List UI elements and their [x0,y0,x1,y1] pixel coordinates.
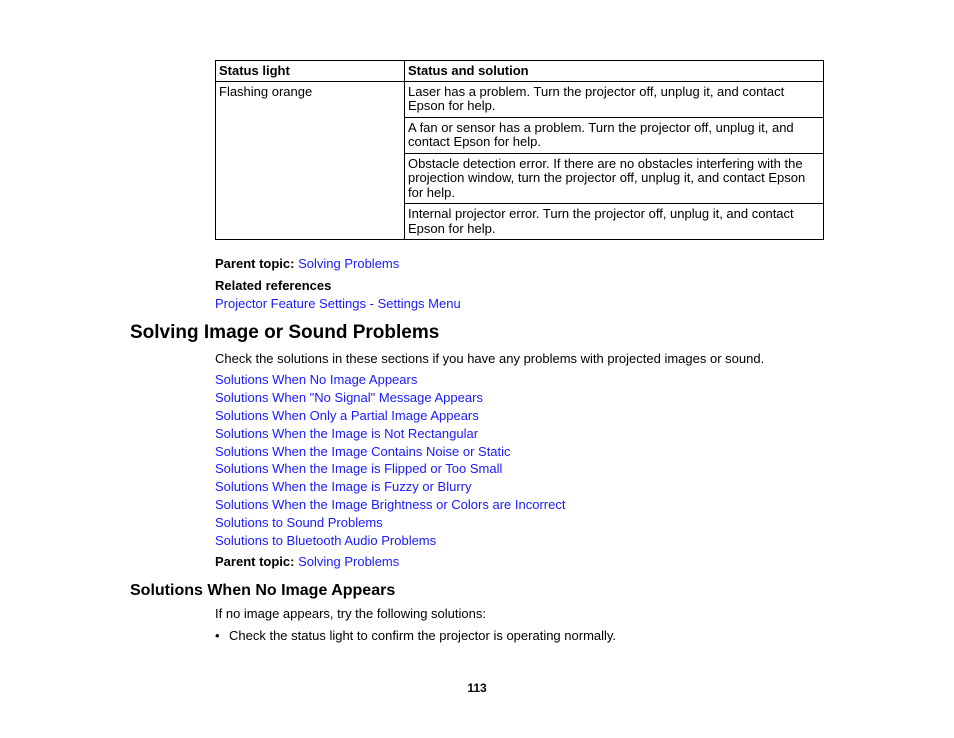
parent-topic-label: Parent topic: [215,256,295,271]
solution-link[interactable]: Solutions When the Image is Not Rectangular [215,425,479,441]
solution-link[interactable]: Solutions When the Image Brightness or Colors are Incorrect [215,497,566,513]
parent-topic-1 [215,256,399,271]
solution-link[interactable]: Solutions When Only a Partial Image Appears [215,407,479,423]
solution-cell: A fan or sensor has a problem. Turn the projector off, unplug it, and contact Epson for help. [405,117,824,153]
list-item [215,408,565,426]
table-row [216,81,824,117]
parent-topic-2 [215,554,399,569]
status-table [215,60,824,240]
solution-cell: Internal projector error. Turn the projector off, unplug it, and contact Epson for help. [405,204,824,240]
table-header-row [216,61,824,82]
bullet-item [215,628,616,643]
page-number: 113 [467,681,487,695]
list-item [215,515,565,533]
solution-link[interactable]: Solutions When the Image is Fuzzy or Blurry [215,479,472,495]
solution-link[interactable]: Solutions When the Image Contains Noise or Static [215,443,511,459]
bullet-icon: • [215,628,220,643]
related-references [215,295,461,313]
list-item [215,479,565,497]
solution-link[interactable]: Solutions When No Image Appears [215,372,418,387]
solution-link[interactable]: Solutions When the Image is Flipped or Too Small [215,461,503,477]
header-status-light: Status light [216,61,405,82]
solution-link[interactable]: Solutions to Bluetooth Audio Problems [215,533,437,549]
parent-topic-label: Parent topic: [215,554,295,569]
list-item [215,461,565,479]
solution-link[interactable]: Solutions When "No Signal" Message Appears [215,389,483,405]
status-light-cell: Flashing orange [216,81,405,240]
list-item [215,426,565,444]
related-reference-link[interactable]: Projector Feature Settings - Settings Menu [215,296,461,311]
list-item [215,444,565,462]
solutions-link-list [215,372,565,551]
subsection-title: Solutions When No Image Appears [130,582,396,599]
section-intro: Check the solutions in these sections if you have any problems with projected images or sound. [215,351,765,366]
list-item [215,497,565,515]
solution-cell: Obstacle detection error. If there are no obstacles interfering with the projection window, turn the projector off, unplug it, and contact Epson for help. [405,153,824,204]
bullet-text: Check the status light to confirm the projector is operating normally. [229,628,617,643]
header-status-solution: Status and solution [405,61,824,82]
list-item [215,533,565,551]
parent-topic-link[interactable]: Solving Problems [298,256,400,271]
section-title: Solving Image or Sound Problems [130,322,440,343]
list-item [215,372,565,390]
solution-cell: Laser has a problem. Turn the projector off, unplug it, and contact Epson for help. [405,81,824,117]
list-item [215,390,565,408]
parent-topic-link[interactable]: Solving Problems [298,554,400,569]
related-references-heading: Related references [215,278,332,293]
solution-link[interactable]: Solutions to Sound Problems [215,515,383,531]
subsection-intro: If no image appears, try the following solutions: [215,606,486,621]
